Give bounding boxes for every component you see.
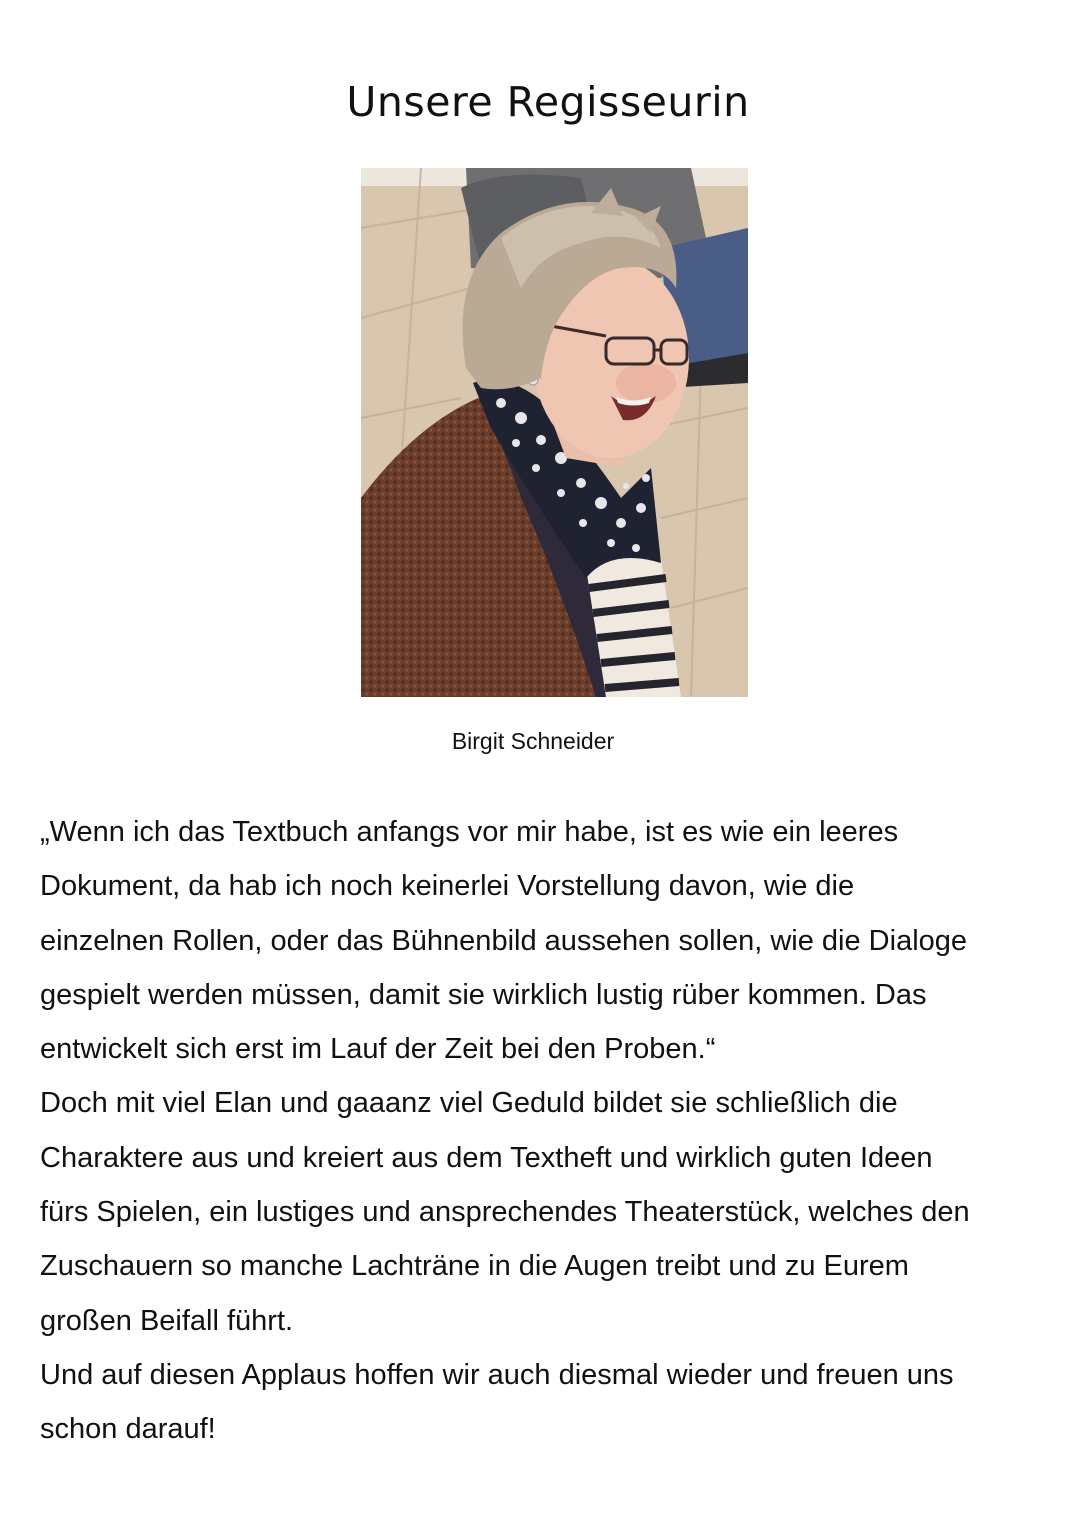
text-line: Dokument, da hab ich noch keinerlei Vorstellung davon, wie die — [40, 870, 855, 903]
text-line: Doch mit viel Elan und gaaanz viel Geduld bildet sie schließlich die — [40, 1087, 898, 1120]
body-text — [40, 805, 1060, 1457]
text-line: „Wenn ich das Textbuch anfangs vor mir habe, ist es wie ein leeres — [40, 816, 899, 848]
text-line: Charaktere aus und kreiert aus dem Textheft und wirklich guten Ideen — [40, 1141, 933, 1174]
text-line: einzelnen Rollen, oder das Bühnenbild aussehen sollen, wie die Dialoge — [40, 924, 968, 957]
text-line: gespielt werden müssen, damit sie wirklich lustig rüber kommen. Das — [40, 978, 927, 1011]
text-line: großen Beifall führt. — [40, 1304, 294, 1337]
text-line: entwickelt sich erst im Lauf der Zeit bei den Proben.“ — [40, 1033, 716, 1066]
text-line: Zuschauern so manche Lachträne in die Augen treibt und zu Eurem — [40, 1250, 909, 1283]
text-line: fürs Spielen, ein lustiges und ansprechendes Theaterstück, welches den — [40, 1196, 970, 1229]
portrait-photo — [361, 168, 748, 697]
portrait-illustration — [361, 168, 748, 697]
page-title: Unsere Regisseurin — [346, 78, 750, 126]
text-line: schon darauf! — [40, 1413, 216, 1446]
photo-caption: Birgit Schneider — [451, 728, 615, 754]
text-line: Und auf diesen Applaus hoffen wir auch diesmal wieder und freuen uns — [40, 1358, 954, 1391]
